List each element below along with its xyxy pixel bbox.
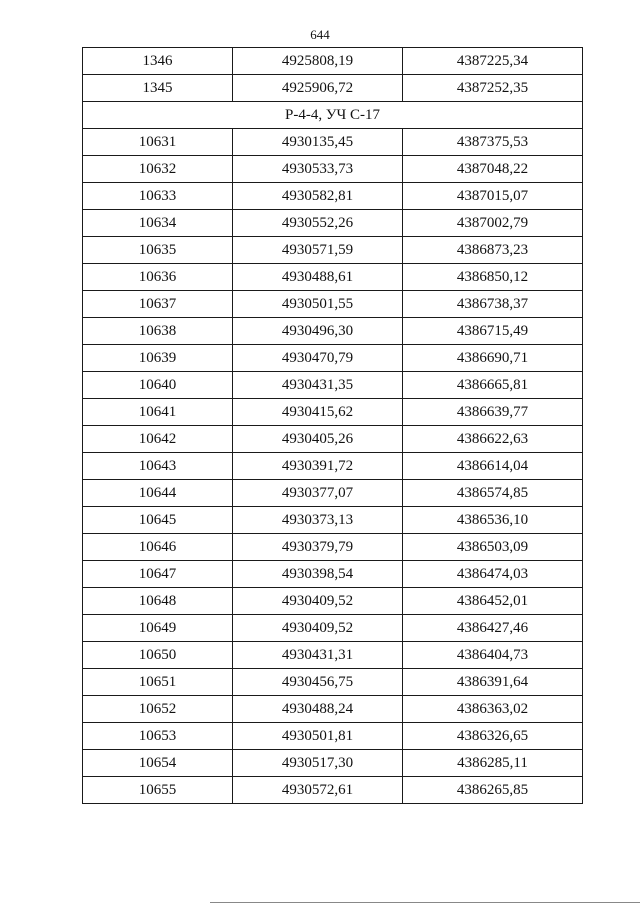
x-coordinate-cell: 4930431,35 bbox=[233, 372, 403, 399]
x-coordinate-cell: 4925808,19 bbox=[233, 48, 403, 75]
x-coordinate-cell: 4930571,59 bbox=[233, 237, 403, 264]
point-number-cell: 10633 bbox=[83, 183, 233, 210]
x-coordinate-cell: 4930377,07 bbox=[233, 480, 403, 507]
point-number-cell: 10636 bbox=[83, 264, 233, 291]
y-coordinate-cell: 4386265,85 bbox=[403, 777, 583, 804]
y-coordinate-cell: 4386850,12 bbox=[403, 264, 583, 291]
y-coordinate-cell: 4386391,64 bbox=[403, 669, 583, 696]
y-coordinate-cell: 4386326,65 bbox=[403, 723, 583, 750]
y-coordinate-cell: 4386690,71 bbox=[403, 345, 583, 372]
point-number-cell: 1346 bbox=[83, 48, 233, 75]
table-row bbox=[83, 642, 583, 669]
table-row bbox=[83, 453, 583, 480]
table-body bbox=[83, 48, 583, 804]
x-coordinate-cell: 4930431,31 bbox=[233, 642, 403, 669]
y-coordinate-cell: 4387015,07 bbox=[403, 183, 583, 210]
x-coordinate-cell: 4930533,73 bbox=[233, 156, 403, 183]
point-number-cell: 1345 bbox=[83, 75, 233, 102]
x-coordinate-cell: 4925906,72 bbox=[233, 75, 403, 102]
x-coordinate-cell: 4930488,24 bbox=[233, 696, 403, 723]
table-row bbox=[83, 129, 583, 156]
point-number-cell: 10646 bbox=[83, 534, 233, 561]
y-coordinate-cell: 4387252,35 bbox=[403, 75, 583, 102]
y-coordinate-cell: 4386738,37 bbox=[403, 291, 583, 318]
table-row bbox=[83, 588, 583, 615]
point-number-cell: 10645 bbox=[83, 507, 233, 534]
table-row bbox=[83, 615, 583, 642]
y-coordinate-cell: 4386503,09 bbox=[403, 534, 583, 561]
page-number: 644 bbox=[310, 27, 330, 42]
table-row bbox=[83, 75, 583, 102]
table-row bbox=[83, 750, 583, 777]
table-row bbox=[83, 318, 583, 345]
x-coordinate-cell: 4930409,52 bbox=[233, 588, 403, 615]
point-number-cell: 10637 bbox=[83, 291, 233, 318]
y-coordinate-cell: 4386536,10 bbox=[403, 507, 583, 534]
x-coordinate-cell: 4930501,81 bbox=[233, 723, 403, 750]
point-number-cell: 10640 bbox=[83, 372, 233, 399]
table-row bbox=[83, 210, 583, 237]
point-number-cell: 10653 bbox=[83, 723, 233, 750]
point-number-cell: 10654 bbox=[83, 750, 233, 777]
point-number-cell: 10648 bbox=[83, 588, 233, 615]
x-coordinate-cell: 4930501,55 bbox=[233, 291, 403, 318]
x-coordinate-cell: 4930470,79 bbox=[233, 345, 403, 372]
table-row bbox=[83, 264, 583, 291]
x-coordinate-cell: 4930582,81 bbox=[233, 183, 403, 210]
point-number-cell: 10644 bbox=[83, 480, 233, 507]
section-title: Р-4-4, УЧ С-17 bbox=[83, 102, 583, 129]
y-coordinate-cell: 4387375,53 bbox=[403, 129, 583, 156]
table-row bbox=[83, 534, 583, 561]
point-number-cell: 10651 bbox=[83, 669, 233, 696]
y-coordinate-cell: 4387225,34 bbox=[403, 48, 583, 75]
table-row bbox=[83, 48, 583, 75]
table-row bbox=[83, 723, 583, 750]
x-coordinate-cell: 4930135,45 bbox=[233, 129, 403, 156]
point-number-cell: 10643 bbox=[83, 453, 233, 480]
y-coordinate-cell: 4386715,49 bbox=[403, 318, 583, 345]
point-number-cell: 10647 bbox=[83, 561, 233, 588]
point-number-cell: 10638 bbox=[83, 318, 233, 345]
x-coordinate-cell: 4930405,26 bbox=[233, 426, 403, 453]
y-coordinate-cell: 4387002,79 bbox=[403, 210, 583, 237]
table-row bbox=[83, 399, 583, 426]
x-coordinate-cell: 4930398,54 bbox=[233, 561, 403, 588]
table-row bbox=[83, 777, 583, 804]
x-coordinate-cell: 4930391,72 bbox=[233, 453, 403, 480]
table-row bbox=[83, 345, 583, 372]
y-coordinate-cell: 4386665,81 bbox=[403, 372, 583, 399]
table-row bbox=[83, 480, 583, 507]
x-coordinate-cell: 4930415,62 bbox=[233, 399, 403, 426]
x-coordinate-cell: 4930572,61 bbox=[233, 777, 403, 804]
y-coordinate-cell: 4386639,77 bbox=[403, 399, 583, 426]
y-coordinate-cell: 4386622,63 bbox=[403, 426, 583, 453]
x-coordinate-cell: 4930488,61 bbox=[233, 264, 403, 291]
point-number-cell: 10650 bbox=[83, 642, 233, 669]
bottom-rule bbox=[210, 902, 640, 903]
x-coordinate-cell: 4930517,30 bbox=[233, 750, 403, 777]
y-coordinate-cell: 4386474,03 bbox=[403, 561, 583, 588]
table-row bbox=[83, 183, 583, 210]
x-coordinate-cell: 4930409,52 bbox=[233, 615, 403, 642]
section-header-row bbox=[83, 102, 583, 129]
table-row bbox=[83, 156, 583, 183]
table-row bbox=[83, 426, 583, 453]
y-coordinate-cell: 4386452,01 bbox=[403, 588, 583, 615]
y-coordinate-cell: 4386614,04 bbox=[403, 453, 583, 480]
x-coordinate-cell: 4930456,75 bbox=[233, 669, 403, 696]
point-number-cell: 10639 bbox=[83, 345, 233, 372]
point-number-cell: 10642 bbox=[83, 426, 233, 453]
table-row bbox=[83, 291, 583, 318]
y-coordinate-cell: 4386404,73 bbox=[403, 642, 583, 669]
y-coordinate-cell: 4386873,23 bbox=[403, 237, 583, 264]
point-number-cell: 10632 bbox=[83, 156, 233, 183]
point-number-cell: 10655 bbox=[83, 777, 233, 804]
table-row bbox=[83, 669, 583, 696]
point-number-cell: 10635 bbox=[83, 237, 233, 264]
point-number-cell: 10649 bbox=[83, 615, 233, 642]
y-coordinate-cell: 4386427,46 bbox=[403, 615, 583, 642]
x-coordinate-cell: 4930552,26 bbox=[233, 210, 403, 237]
y-coordinate-cell: 4387048,22 bbox=[403, 156, 583, 183]
coordinates-table bbox=[82, 47, 583, 804]
y-coordinate-cell: 4386363,02 bbox=[403, 696, 583, 723]
point-number-cell: 10634 bbox=[83, 210, 233, 237]
y-coordinate-cell: 4386285,11 bbox=[403, 750, 583, 777]
x-coordinate-cell: 4930496,30 bbox=[233, 318, 403, 345]
point-number-cell: 10641 bbox=[83, 399, 233, 426]
point-number-cell: 10652 bbox=[83, 696, 233, 723]
table-row bbox=[83, 507, 583, 534]
table-row bbox=[83, 696, 583, 723]
x-coordinate-cell: 4930373,13 bbox=[233, 507, 403, 534]
table-row bbox=[83, 372, 583, 399]
y-coordinate-cell: 4386574,85 bbox=[403, 480, 583, 507]
x-coordinate-cell: 4930379,79 bbox=[233, 534, 403, 561]
table-row bbox=[83, 561, 583, 588]
point-number-cell: 10631 bbox=[83, 129, 233, 156]
table-row bbox=[83, 237, 583, 264]
